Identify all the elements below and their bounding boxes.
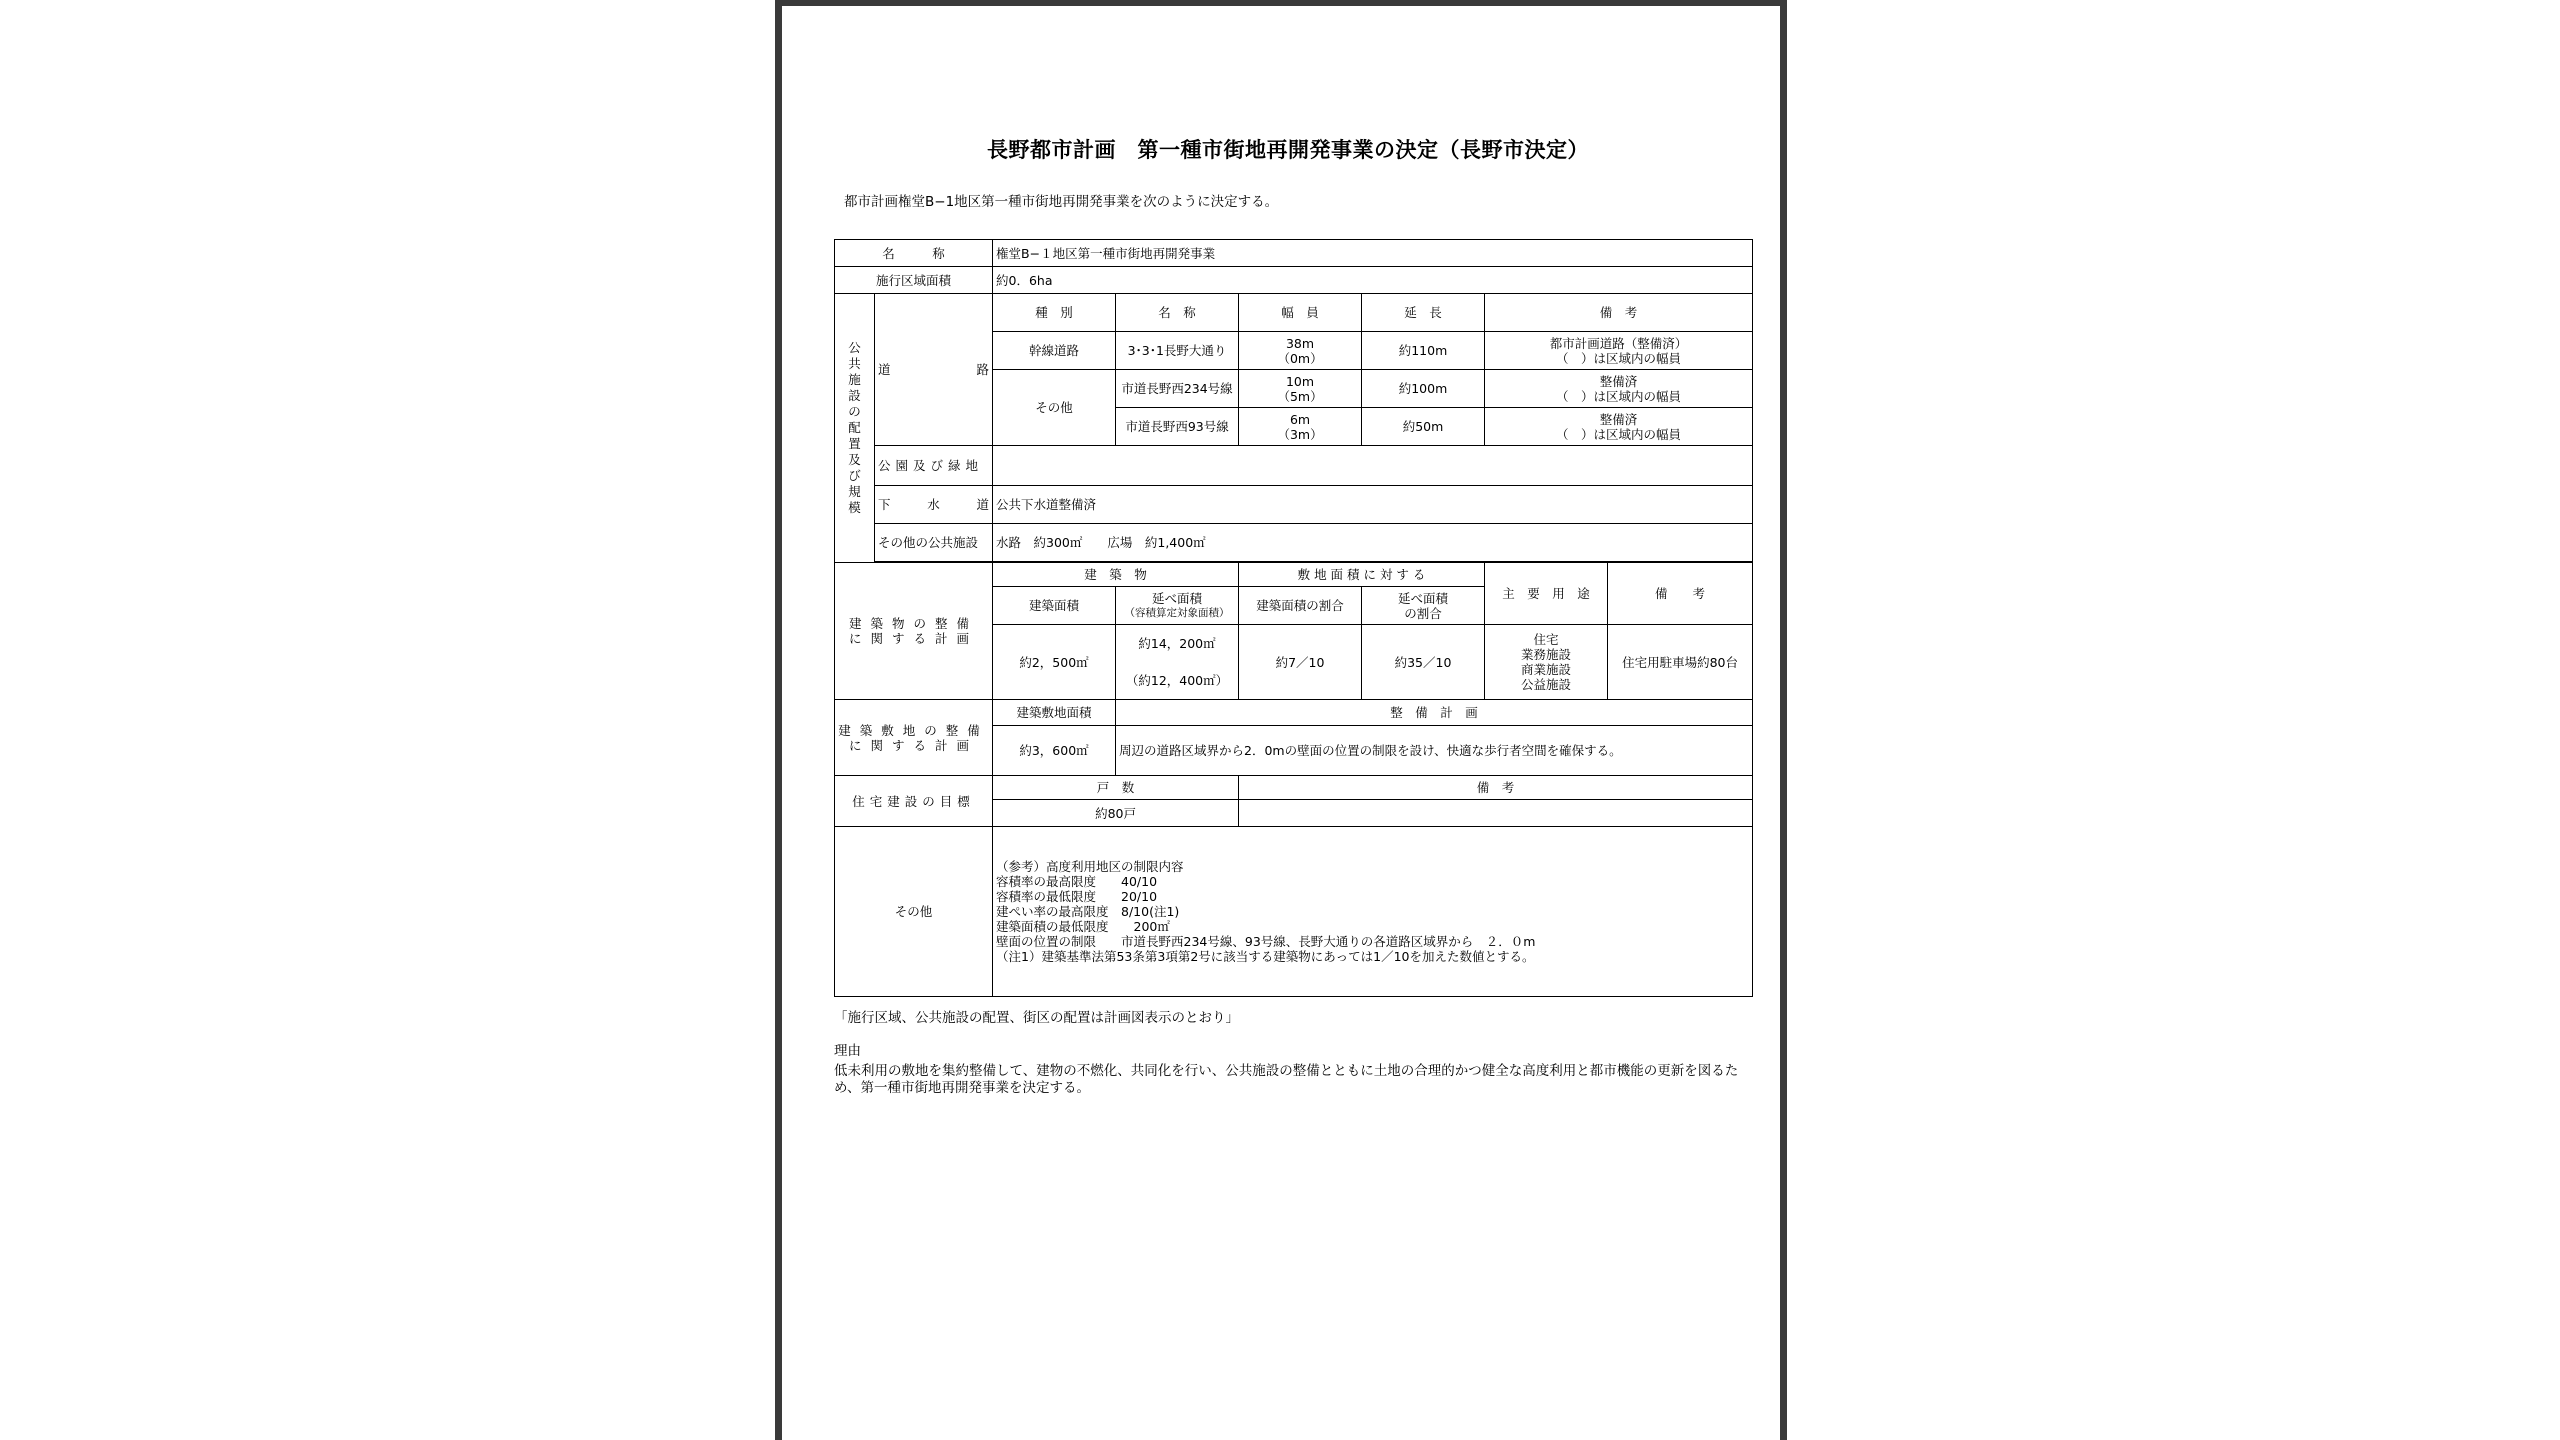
coverage-header: 建築面積の割合 [1239,587,1362,625]
sewer-label: 下 水 道 [875,486,993,524]
reason-text: 低未利用の敷地を集約整備して、建物の不燃化、共同化を行い、公共施設の整備とともに土地の合理的かつ健全な高度利用と都市機能の更新を図るため、第一種市街地再開発事業を決定する。 [834,1063,1739,1096]
decision-table [834,239,1753,997]
site-label: 建築敷地の整備 に関する計画 [835,700,993,776]
row-name [835,240,1753,267]
page-title: 長野都市計画 第一種市街地再開発事業の決定（長野市決定） [987,138,1589,162]
road-note: 整備済 （ ）は区域内の幅員 [1485,408,1753,446]
document-page [775,0,1787,1440]
road-note: 都市計画道路（整備済） （ ）は区域内の幅員 [1485,332,1753,370]
use-header: 主 要 用 途 [1485,563,1608,625]
road-header-name: 名 称 [1116,294,1239,332]
park-label: 公園及び緑地 [875,446,993,486]
road-length: 約110m [1362,332,1485,370]
ratio-header: 敷 地 面 積 に 対 す る [1239,563,1485,587]
housing-note [1239,800,1753,827]
park-value [993,446,1753,486]
road-width: 10m （5m） [1239,370,1362,408]
road-type: 幹線道路 [993,332,1116,370]
housing-note-header: 備 考 [1239,776,1753,800]
housing-units-header: 戸 数 [993,776,1239,800]
housing-label: 住宅建設の目標 [835,776,993,827]
row-area [835,267,1753,294]
row-road-header [835,294,1753,332]
floor-area-header: 延べ面積 （容積算定対象面積） [1116,587,1239,625]
building-note: 住宅用駐車場約80台 [1608,625,1753,700]
sewer-value: 公共下水道整備済 [993,486,1753,524]
road-header-note: 備 考 [1485,294,1753,332]
other-facilities-label: その他の公共施設 [875,524,993,562]
building-label: 建築物の整備 に関する計画 [835,563,993,700]
road-width: 38m （0m） [1239,332,1362,370]
road-header-length: 延 長 [1362,294,1485,332]
other-label: その他 [835,827,993,997]
row-housing-header [835,776,1753,800]
site-area-header: 建築敷地面積 [993,700,1116,726]
site-plan: 周辺の道路区域界から2．0mの壁面の位置の制限を設け、快適な歩行者空間を確保する。 [1116,726,1753,776]
road-name: 市道長野西234号線 [1116,370,1239,408]
other-content: （参考）高度利用地区の制限内容 容積率の最高限度 40/10 容積率の最低限度 20/10 建ぺい率の最高限度 8/10(注1) 建築面積の最低限度 200㎡ 壁面の位置の制限 市道長野西234号線、93号線、長野大通りの各道路区域界から ２．０m （注1）建築基準法第53条第3項第2号に該当する建築物にあっては1／10を加えた数値とする。 [993,827,1753,997]
row-sewer [835,486,1753,524]
building-area-header: 建築面積 [993,587,1116,625]
row-site-header [835,700,1753,726]
row-park [835,446,1753,486]
floor-ratio-header: 延べ面積 の割合 [1362,587,1485,625]
row-other [835,827,1753,997]
name-label: 名 称 [835,240,993,267]
road-width: 6m （3m） [1239,408,1362,446]
reason-heading: 理由 [834,1043,861,1059]
road-name: 3･3･1長野大通り [1116,332,1239,370]
intro-text: 都市計画権堂B−1地区第一種市街地再開発事業を次のように決定する。 [844,194,1279,210]
road-label: 道 路 [875,294,993,446]
floor-area: 約14，200㎡ （約12，400㎡） [1116,625,1239,700]
road-length: 約100m [1362,370,1485,408]
site-area: 約3，600㎡ [993,726,1116,776]
road-note: 整備済 （ ）は区域内の幅員 [1485,370,1753,408]
building-note-header: 備 考 [1608,563,1753,625]
building-header: 建 築 物 [993,563,1239,587]
building-area: 約2，500㎡ [993,625,1116,700]
site-plan-header: 整 備 計 画 [1116,700,1753,726]
road-header-width: 幅 員 [1239,294,1362,332]
coverage: 約7／10 [1239,625,1362,700]
floor-ratio: 約35／10 [1362,625,1485,700]
road-header-type: 種 別 [993,294,1116,332]
row-other-facilities [835,524,1753,562]
name-value: 権堂B−１地区第一種市街地再開発事業 [993,240,1753,267]
housing-units: 約80戸 [993,800,1239,827]
main-uses: 住宅 業務施設 商業施設 公益施設 [1485,625,1608,700]
public-section-label: 公共施設の配置及び規模 [835,294,875,563]
road-name: 市道長野西93号線 [1116,408,1239,446]
area-label: 施行区域面積 [835,267,993,294]
road-length: 約50m [1362,408,1485,446]
road-type: その他 [993,370,1116,446]
other-facilities-value: 水路 約300㎡ 広場 約1,400㎡ [993,524,1753,562]
row-building-header [835,563,1753,587]
footnote: 「施行区域、公共施設の配置、街区の配置は計画図表示のとおり」 [834,1010,1239,1026]
area-value: 約0．6ha [993,267,1753,294]
